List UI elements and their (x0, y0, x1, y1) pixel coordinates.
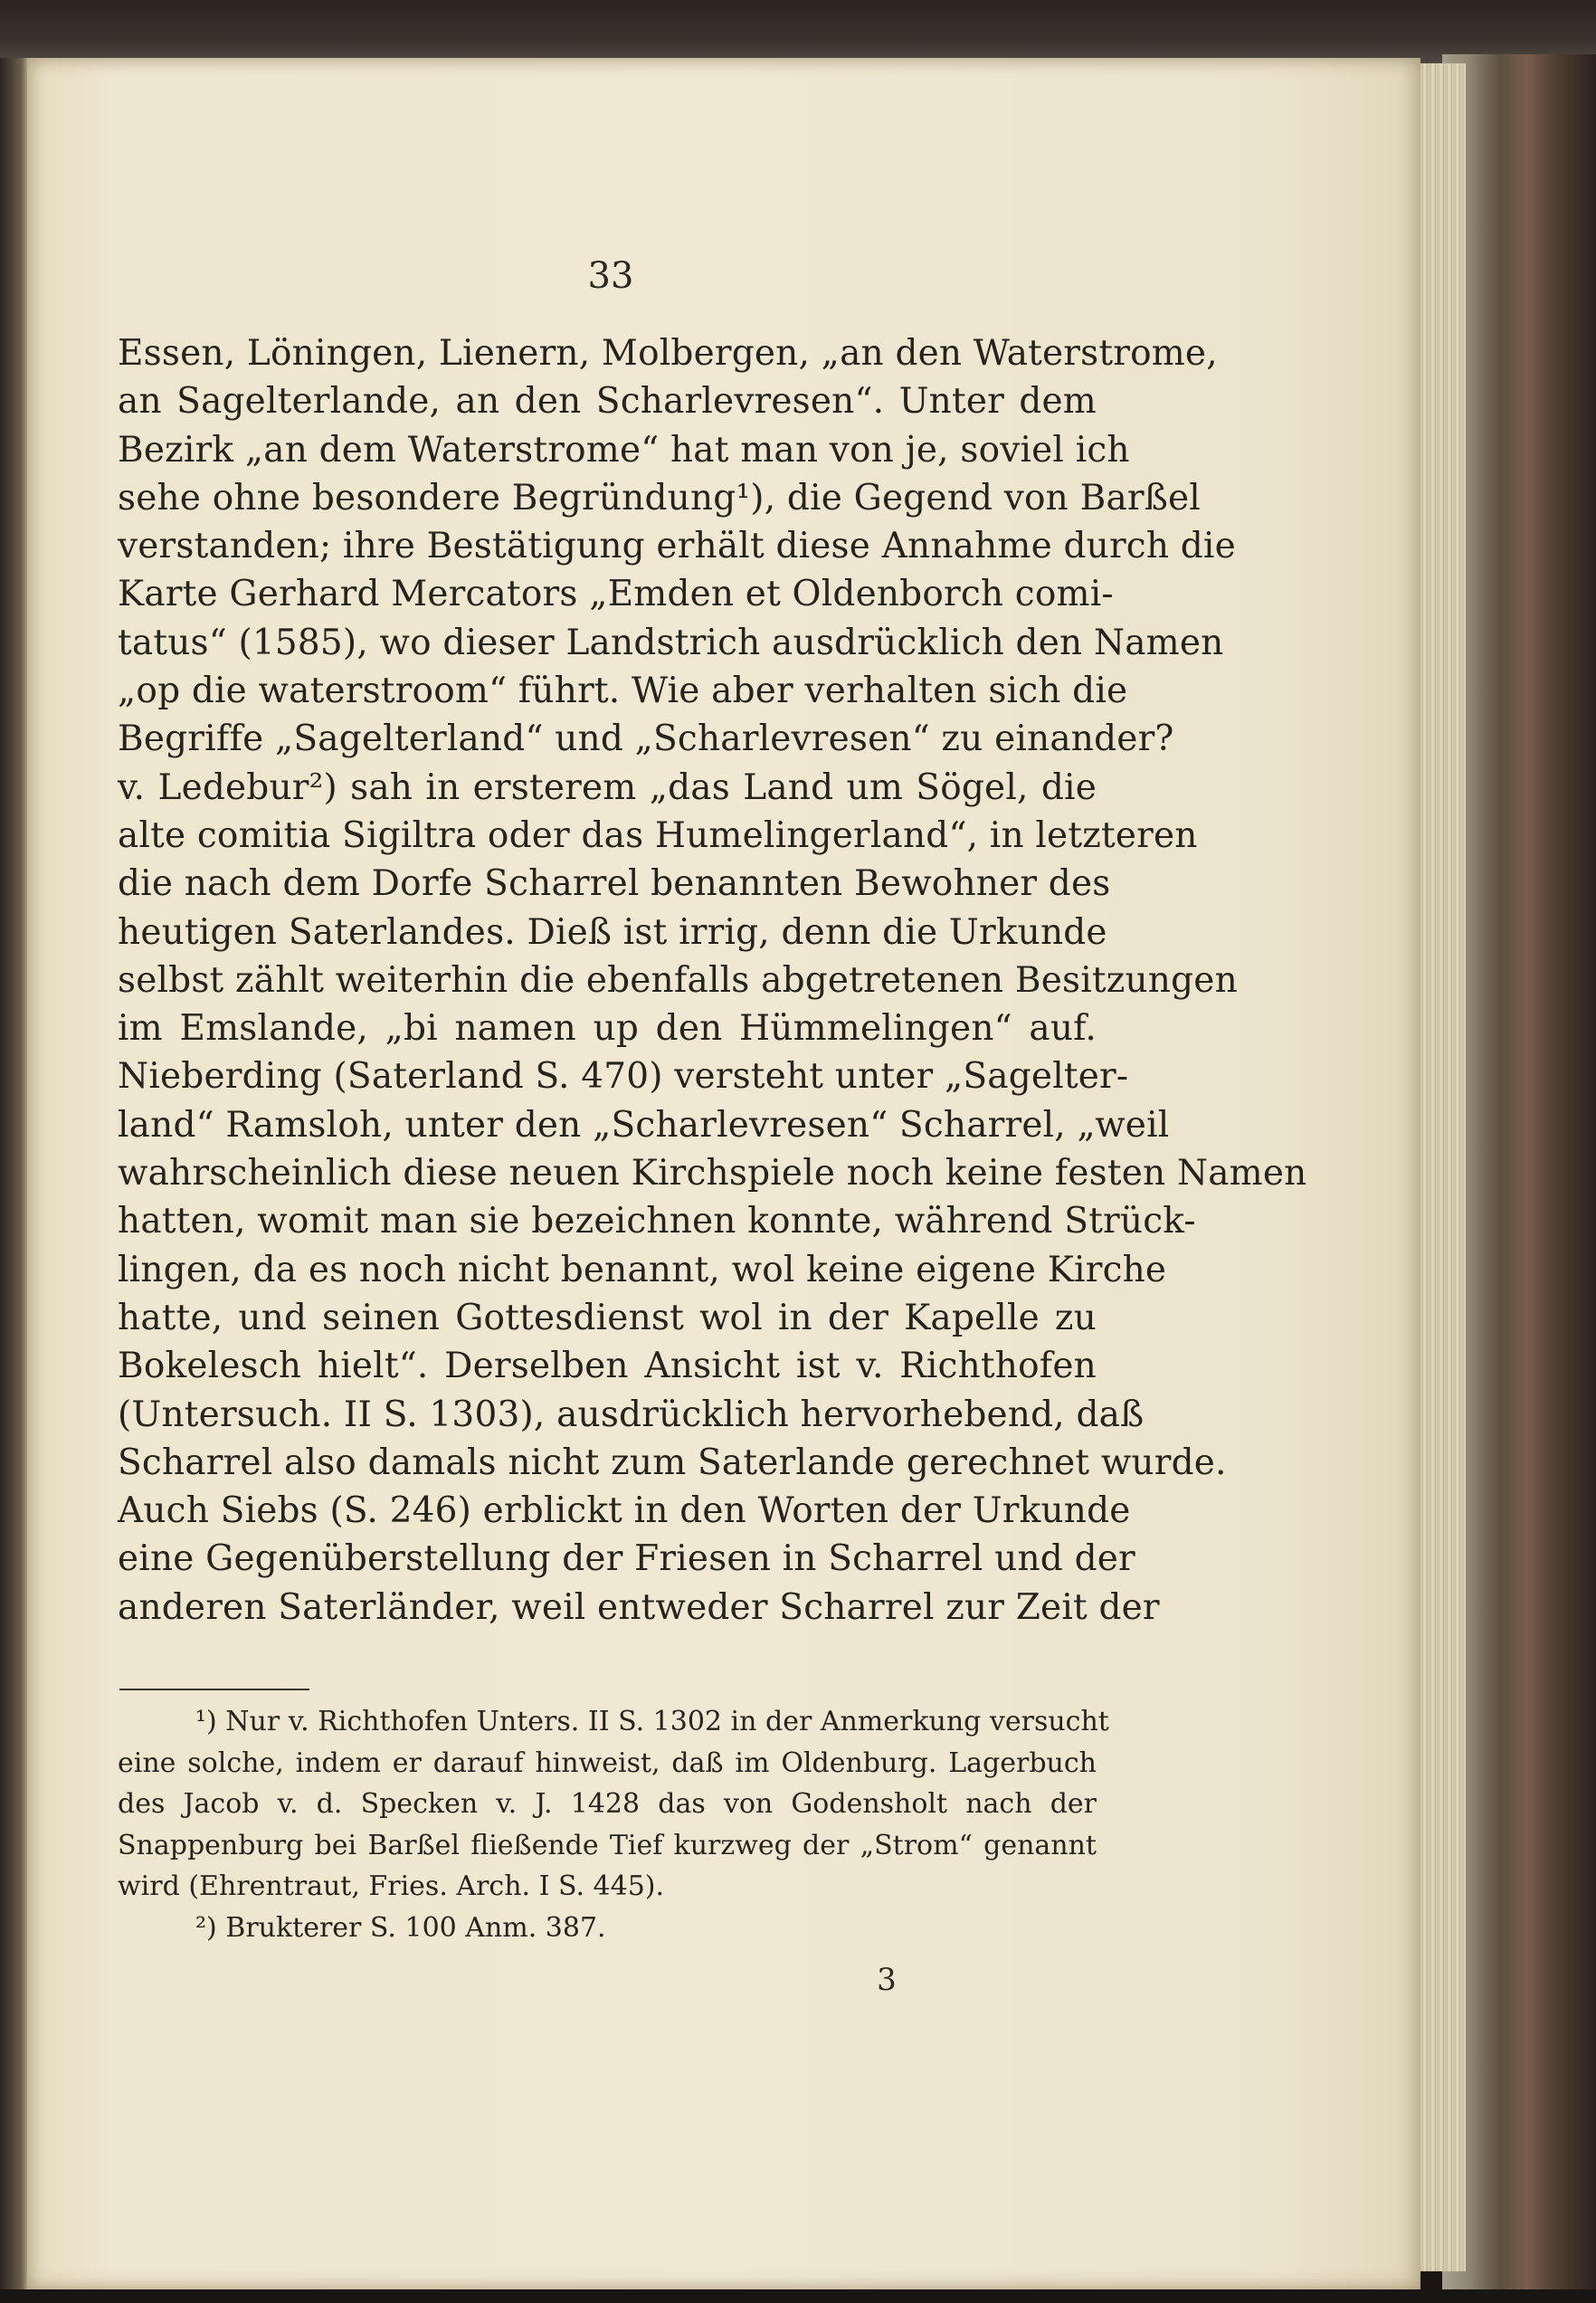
body-line: Auch Siebs (S. 246) erblickt in den Worten der Urkunde (118, 1490, 1131, 1532)
footnote-line: Snappenburg bei Barßel fließende Tief kurzweg der „Strom“ genannt (118, 1829, 1097, 1861)
footnotes (118, 1701, 1109, 1948)
body-line: Bezirk „an dem Waterstrome“ hat man von je, soviel ich (118, 429, 1130, 471)
body-line: hatten, womit man sie bezeichnen konnte, während Strück- (118, 1201, 1196, 1242)
body-line: an Sagelterlande, an den Scharlevresen“. Unter dem (118, 381, 1097, 423)
body-line: Scharrel also damals nicht zum Saterlande gerechnet wurde. (118, 1442, 1227, 1483)
footnote-line: eine solche, indem er darauf hinweist, daß im Oldenburg. Lagerbuch (118, 1746, 1097, 1779)
body-line: lingen, da es noch nicht benannt, wol keine eigene Kirche (118, 1249, 1167, 1290)
body-line: heutigen Saterlandes. Dieß ist irrig, denn die Urkunde (118, 911, 1107, 953)
body-line: land“ Ramsloh, unter den „Scharlevresen“ Scharrel, „weil (118, 1104, 1170, 1146)
footnote-line: ²) Brukterer S. 100 Anm. 387. (195, 1911, 606, 1944)
body-line: Nieberding (Saterland S. 470) versteht unter „Sagelter- (118, 1056, 1129, 1098)
page-gutter (0, 58, 31, 2289)
body-line: sehe ohne besondere Begründung¹), die Gegend von Barßel (118, 477, 1201, 519)
footnote-line: wird (Ehrentraut, Fries. Arch. I S. 445). (118, 1870, 665, 1902)
body-text (118, 329, 1307, 1632)
body-line: Bokelesch hielt“. Derselben Ansicht ist v. Richthofen (118, 1346, 1097, 1387)
body-line: tatus“ (1585), wo dieser Landstrich ausdrücklich den Namen (118, 622, 1224, 663)
body-line: Essen, Löningen, Lienern, Molbergen, „an den Waterstrome, (118, 333, 1218, 374)
body-line: selbst zählt weiterhin die ebenfalls abgetretenen Besitzungen (118, 959, 1238, 1001)
body-line: im Emslande, „bi namen up den Hümmelingen“ auf. (118, 1008, 1097, 1050)
body-line: alte comitia Sigiltra oder das Humelingerland“, in letzteren (118, 814, 1198, 856)
footnote-line: des Jacob v. d. Specken v. J. 1428 das von Godensholt nach der (118, 1788, 1097, 1820)
body-line: hatte, und seinen Gottesdienst wol in der Kapelle zu (118, 1297, 1097, 1338)
signature-mark: 3 (877, 1962, 897, 1998)
page-number: 33 (587, 255, 634, 297)
body-line: anderen Saterländer, weil entweder Scharrel zur Zeit der (118, 1586, 1160, 1628)
body-line: v. Ledebur²) sah in ersterem „das Land um Sögel, die (118, 766, 1097, 808)
footnote-line: ¹) Nur v. Richthofen Unters. II S. 1302 in der Anmerkung versucht (195, 1706, 1109, 1737)
body-line: die nach dem Dorfe Scharrel benannten Bewohner des (118, 863, 1111, 905)
body-line: Karte Gerhard Mercators „Emden et Oldenborch comi- (118, 574, 1114, 615)
body-line: „op die waterstroom“ führt. Wie aber verhalten sich die (118, 671, 1128, 712)
footnote-divider (119, 1689, 309, 1690)
body-line: wahrscheinlich diese neuen Kirchspiele noch keine festen Namen (118, 1153, 1307, 1194)
body-line: eine Gegenüberstellung der Friesen in Scharrel und der (118, 1538, 1135, 1580)
body-line: Begriffe „Sagelterland“ und „Scharlevresen“ zu einander? (118, 718, 1174, 760)
body-line: verstanden; ihre Bestätigung erhält diese Annahme durch die (118, 526, 1236, 567)
body-line: (Untersuch. II S. 1303), ausdrücklich hervorhebend, daß (118, 1394, 1145, 1435)
